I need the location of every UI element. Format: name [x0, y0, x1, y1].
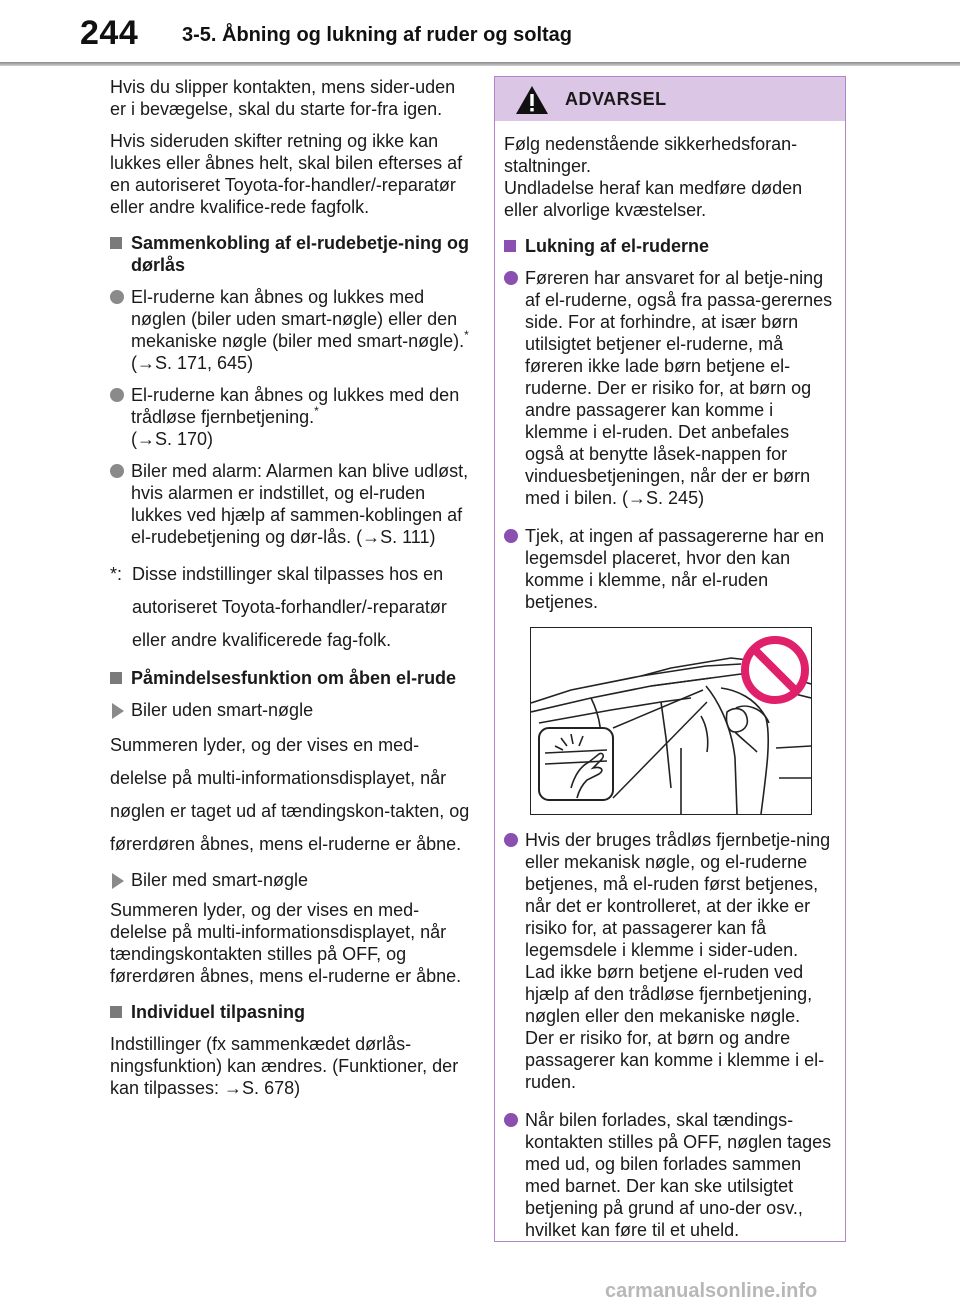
- warning-intro-2: Undladelse heraf kan medføre døden eller alvorlige kvæstelser.: [504, 178, 803, 220]
- footnote: *: Disse indstillinger skal tilpasses hos en autoriseret Toyota-forhandler/-reparatør eller andre kvalificerede fag-folk.: [110, 564, 447, 650]
- heading-reminder: Påmindelsesfunktion om åben el-rude: [110, 667, 470, 689]
- warning-intro-1: Følg nedenstående sikkerhedsforan-staltninger.: [504, 134, 798, 176]
- heading-interlock: Sammenkobling af el-rudebetje-ning og dørlås: [110, 232, 470, 276]
- warning-title: ADVARSEL: [565, 89, 667, 109]
- page-header: [0, 0, 960, 68]
- warning-triangle-icon: [515, 85, 549, 115]
- bullet-key-operation: El-ruderne kan åbnes og lukkes med nøglen (biler uden smart-nøgle) eller den mekaniske nøgle (biler med smart-nøgle).* (→S. 171, 645): [110, 286, 470, 374]
- section-title: 3-5. Åbning og lukning af ruder og soltag: [182, 24, 572, 46]
- warning-heading: Lukning af el-ruderne: [504, 235, 833, 257]
- reminder-text-with-smart-key: Summeren lyder, og der vises en med-delelse på multi-informationsdisplayet, når tændingskontakten stilles på OFF, og førerdøren åbnes, mens el-ruderne er åbne.: [110, 900, 462, 986]
- warning-item: Hvis der bruges trådløs fjernbetje-ning eller mekanisk nøgle, og el-ruderne betjenes, må el-ruden først betjenes, når det er kontrolleret, at der ikke er risiko for, at passagerer kan få legemsdele i klemme i sider-uden. Lad ikke børn betjene el-ruden ved hjælp af den trådløse fjernbetjening, nøglen eller den mekaniske nøgle. Der er risiko for, at børn og andre passagerer kan komme i klemme i el-ruden.: [504, 829, 833, 1093]
- bullet-alarm: Biler med alarm: Alarmen kan blive udløst, hvis alarmen er indstillet, og el-ruden lukkes ved hjælp af sammen-koblingen af el-rudebetjening og dør-lås. (→S. 111): [110, 460, 470, 548]
- warning-item: Når bilen forlades, skal tændings-kontakten stilles på OFF, nøglen tages med ud, og bilen forlades sammen med barnet. Der kan ske utilsigtet betjening på grund af uno-der osv., hvilket kan føre til et uheld.: [504, 1109, 833, 1241]
- warning-body: [495, 121, 845, 1241]
- triangle-bullet-icon: [112, 703, 124, 719]
- customization-text: Indstillinger (fx sammenkædet dørlås-ningsfunktion) kan ændres. (Funktioner, der kan tilpasses: →S. 678): [110, 1034, 459, 1098]
- window-pinch-illustration: [530, 627, 812, 815]
- header-divider: [0, 62, 960, 66]
- circle-bullet-icon: [110, 290, 124, 304]
- watermark: carmanualsonline.info: [605, 1280, 818, 1302]
- square-bullet-icon: [110, 237, 122, 249]
- page-number: 244: [80, 14, 139, 52]
- circle-bullet-icon: [504, 833, 518, 847]
- square-bullet-icon: [504, 240, 516, 252]
- left-column: [110, 76, 470, 1109]
- intro-paragraph-1: Hvis du slipper kontakten, mens sider-uden er i bevægelse, skal du starte for-fra igen.: [110, 77, 456, 119]
- circle-bullet-icon: [504, 1113, 518, 1127]
- warning-box: [494, 76, 846, 1242]
- triangle-bullet-icon: [112, 873, 124, 889]
- circle-bullet-icon: [110, 464, 124, 478]
- warning-item: Føreren har ansvaret for al betje-ning af el-ruderne, også fra passa-gerernes side. For at forhindre, at især børn utilsigtet betjener el-ruderne, må føreren ikke lade børn betjene el-ruderne. Der er risiko for, at børn og andre passagerer kan komme i klemme i el-ruden. Det anbefales også at benytte låsek-nappen for vinduesbetjeningen, når der er børn med i bilen. (→S. 245): [504, 267, 833, 509]
- reminder-text-without-smart-key: Summeren lyder, og der vises en med-delelse på multi-informationsdisplayet, når nøglen er taget ud af tændingskon-takten, og førerdøren åbnes, mens el-ruderne er åbne.: [110, 735, 470, 854]
- intro-paragraph-2: Hvis sideruden skifter retning og ikke kan lukkes eller åbnes helt, skal bilen efterses af en autoriseret Toyota-for-handler/-reparatør eller andre kvalifice-rede fagfolk.: [110, 131, 463, 217]
- square-bullet-icon: [110, 1006, 122, 1018]
- subheading-without-smart-key: Biler uden smart-nøgle: [110, 699, 470, 721]
- bullet-remote-operation: El-ruderne kan åbnes og lukkes med den trådløse fjernbetjening.* (→S. 170): [110, 384, 470, 450]
- warning-header: [495, 77, 845, 121]
- heading-customization: Individuel tilpasning: [110, 1001, 470, 1023]
- subheading-with-smart-key: Biler med smart-nøgle: [110, 869, 470, 891]
- circle-bullet-icon: [504, 529, 518, 543]
- car-interior-drawing: [531, 628, 811, 814]
- warning-item: Tjek, at ingen af passagererne har en legemsdel placeret, hvor den kan komme i klemme, når el-ruden betjenes.: [504, 525, 833, 613]
- circle-bullet-icon: [110, 388, 124, 402]
- circle-bullet-icon: [504, 271, 518, 285]
- square-bullet-icon: [110, 672, 122, 684]
